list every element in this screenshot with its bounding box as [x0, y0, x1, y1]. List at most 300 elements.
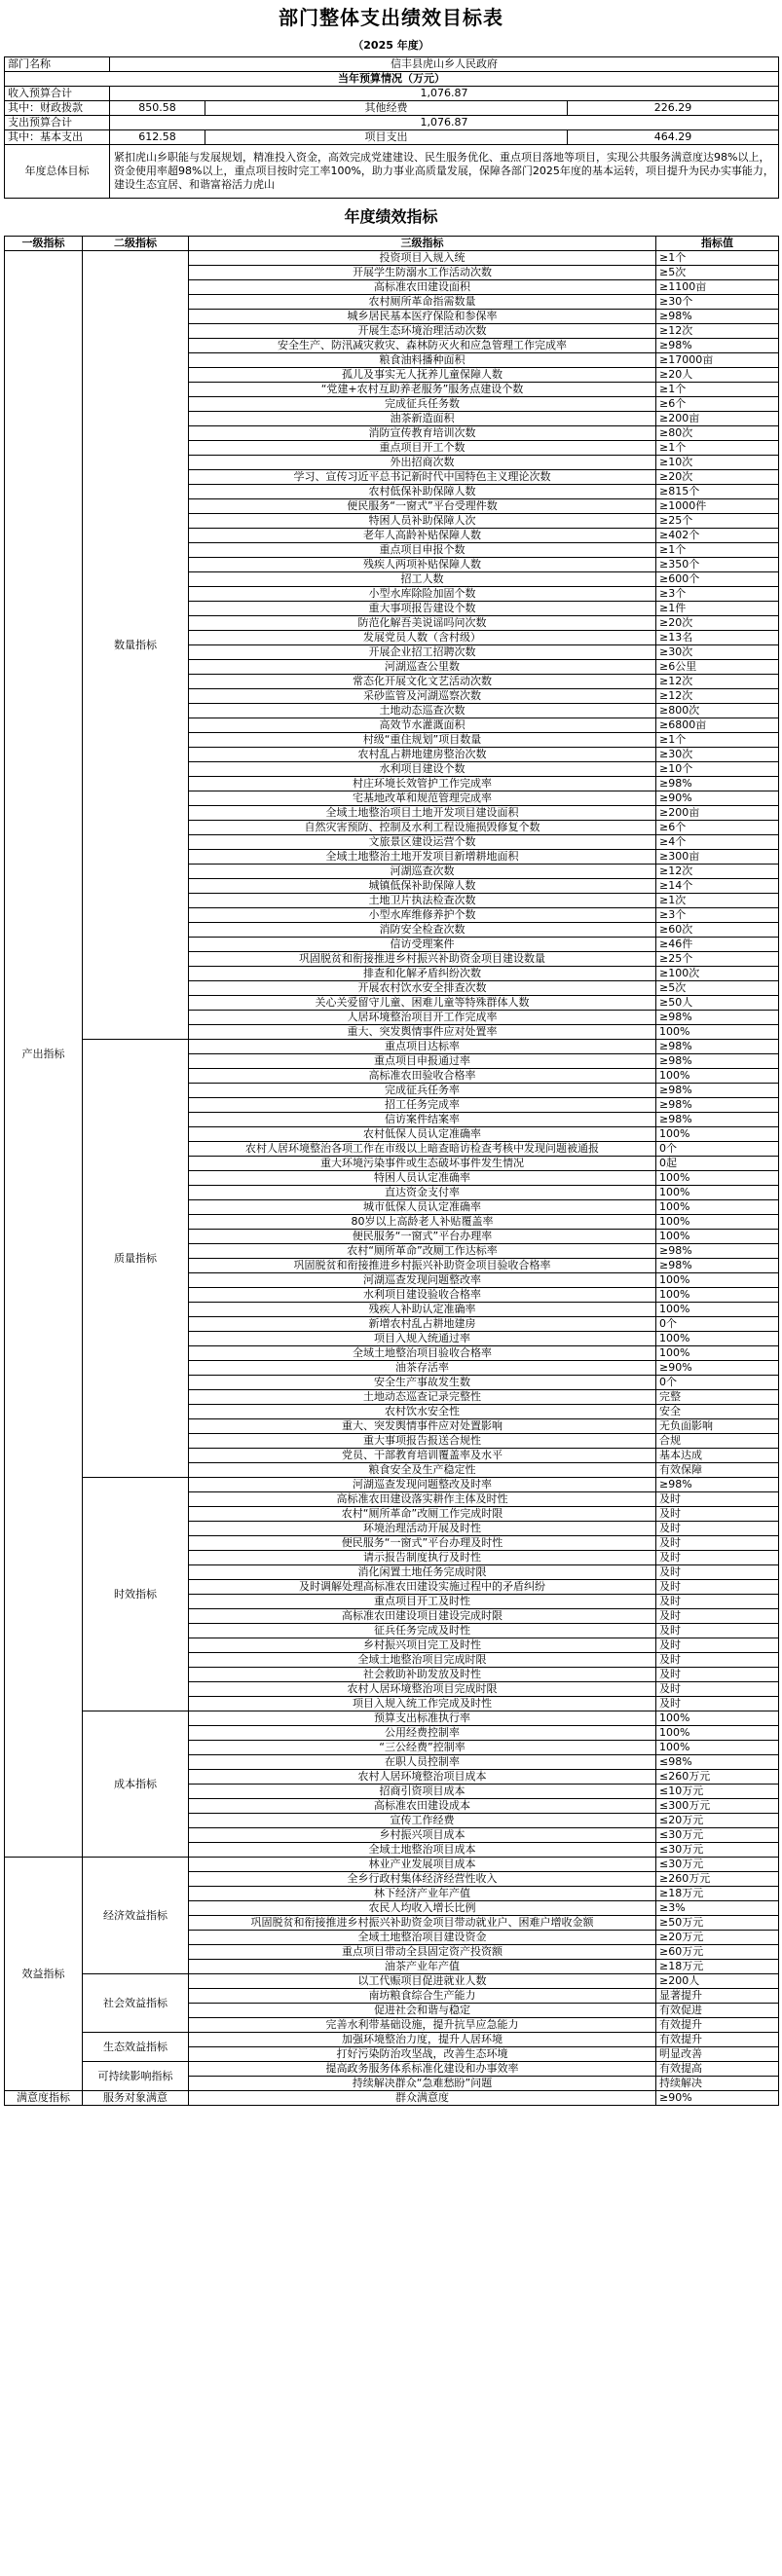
- table-row: [5, 1858, 779, 1872]
- budget-title: 当年预算情况（万元）: [5, 72, 779, 87]
- indicator-value: 100%: [656, 1332, 779, 1346]
- budget-header-table: [4, 56, 779, 199]
- level3-indicator: 残疾人两项补贴保障人数: [189, 558, 656, 572]
- indicator-value: ≥50人: [656, 996, 779, 1011]
- level3-indicator: 城镇低保补助保障人数: [189, 879, 656, 894]
- head-level2: 二级指标: [83, 237, 189, 251]
- level3-indicator: 便民服务“一窗式”平台办理及时性: [189, 1536, 656, 1551]
- income-value: 1,076.87: [110, 87, 779, 101]
- indicator-value: ≥13名: [656, 631, 779, 645]
- indicator-value: ≥1000件: [656, 499, 779, 514]
- level3-indicator: 农村人居环境整治项目成本: [189, 1770, 656, 1785]
- indicator-value: ≥12次: [656, 324, 779, 339]
- table-row: [5, 1478, 779, 1492]
- indicator-value: 及时: [656, 1580, 779, 1595]
- goal-text: 紧扣虎山乡职能与发展规划，精准投入资金，高效完成党建建设、民生服务优化、重点项目落地等项目，实现公共服务满意度达98%以上，资金使用率超98%以上，重点项目按时完工率100%，助力事业高质量发展，保障各部门2025年度的基本运转，项目提升为民办实事能力，建设生态宜居、和谐富裕活力虎山: [110, 145, 779, 199]
- indicator-value: 0个: [656, 1317, 779, 1332]
- level3-indicator: 全域土地整治项目成本: [189, 1843, 656, 1858]
- indicator-value: ≥300亩: [656, 850, 779, 865]
- indicator-value: 及时: [656, 1624, 779, 1638]
- indicator-value: ≤30万元: [656, 1858, 779, 1872]
- indicator-value: ≥350个: [656, 558, 779, 572]
- level3-indicator: 完善水利带基础设施，提升抗旱应急能力: [189, 2018, 656, 2033]
- level3-indicator: 加强环境整治力度，提升人居环境: [189, 2033, 656, 2047]
- level2-indicator: 社会效益指标: [83, 1974, 189, 2033]
- indicator-value: 完整: [656, 1390, 779, 1405]
- level3-indicator: 预算支出标准执行率: [189, 1711, 656, 1726]
- indicator-value: 有效提升: [656, 2033, 779, 2047]
- indicator-value: ≥20次: [656, 616, 779, 631]
- indicator-value: ≥14个: [656, 879, 779, 894]
- indicator-value: 100%: [656, 1230, 779, 1244]
- indicator-value: ≥30次: [656, 748, 779, 762]
- indicator-value: ≥5次: [656, 981, 779, 996]
- indicator-value: ≥18万元: [656, 1960, 779, 1974]
- indicator-value: 安全: [656, 1405, 779, 1419]
- level3-indicator: 信访受理案件: [189, 938, 656, 952]
- indicator-value: ≤10万元: [656, 1785, 779, 1799]
- level3-indicator: 完成征兵任务率: [189, 1084, 656, 1098]
- indicator-value: ≥80次: [656, 426, 779, 441]
- indicator-value: ≥6个: [656, 397, 779, 412]
- level3-indicator: 重大、突发舆情事件应对处置影响: [189, 1419, 656, 1434]
- level3-indicator: 土地卫片执法检查次数: [189, 894, 656, 908]
- expense-value: 1,076.87: [110, 116, 779, 130]
- level3-indicator: 项目入规入统通过率: [189, 1332, 656, 1346]
- level3-indicator: 消化闲置土地任务完成时限: [189, 1565, 656, 1580]
- level2-indicator: 生态效益指标: [83, 2033, 189, 2062]
- indicator-value: ≤20万元: [656, 1814, 779, 1828]
- level3-indicator: 采砂监管及河湖巡察次数: [189, 689, 656, 704]
- indicator-value: ≥10次: [656, 456, 779, 470]
- level3-indicator: 开展学生防溺水工作活动次数: [189, 266, 656, 280]
- other-label: 其他经费: [205, 101, 568, 116]
- indicator-value: 明显改善: [656, 2047, 779, 2062]
- level3-indicator: 公用经费控制率: [189, 1726, 656, 1741]
- indicator-value: ≥98%: [656, 1478, 779, 1492]
- level3-indicator: 开展企业招工招聘次数: [189, 645, 656, 660]
- indicator-value: ≥60万元: [656, 1945, 779, 1960]
- goal-label: 年度总体目标: [5, 145, 110, 199]
- level3-indicator: 关心关爱留守儿童、困难儿童等特殊群体人数: [189, 996, 656, 1011]
- indicator-value: 及时: [656, 1536, 779, 1551]
- level2-indicator: 可持续影响指标: [83, 2062, 189, 2091]
- indicator-value: 有效保障: [656, 1463, 779, 1478]
- page-title: 部门整体支出绩效目标表: [279, 6, 503, 29]
- level1-indicator: 效益指标: [5, 1858, 83, 2091]
- level3-indicator: 小型水库维修养护个数: [189, 908, 656, 923]
- indicator-value: ≥1个: [656, 251, 779, 266]
- indicator-value: ≥402个: [656, 529, 779, 543]
- indicator-value: ≥200亩: [656, 806, 779, 821]
- indicator-value: 及时: [656, 1609, 779, 1624]
- indicator-value: 及时: [656, 1522, 779, 1536]
- level3-indicator: 提高政务服务体系标准化建设和办事效率: [189, 2062, 656, 2077]
- level3-indicator: 高标准农田建设落实耕作主体及时性: [189, 1492, 656, 1507]
- level3-indicator: 信访案件结案率: [189, 1113, 656, 1127]
- indicator-value: ≥90%: [656, 791, 779, 806]
- dept-value: 信丰县虎山乡人民政府: [110, 57, 779, 72]
- level3-indicator: 文旅景区建设运营个数: [189, 835, 656, 850]
- indicator-value: ≥98%: [656, 1011, 779, 1025]
- indicator-value: ≥3个: [656, 587, 779, 602]
- indicator-value: ≤30万元: [656, 1843, 779, 1858]
- level3-indicator: 消防安全检查次数: [189, 923, 656, 938]
- indicator-value: ≥20人: [656, 368, 779, 383]
- income-label: 收入预算合计: [5, 87, 110, 101]
- indicator-value: ≥10个: [656, 762, 779, 777]
- level3-indicator: 便民服务“一窗式”平台办理率: [189, 1230, 656, 1244]
- level3-indicator: 高标准农田验收合格率: [189, 1069, 656, 1084]
- indicator-value: 0个: [656, 1376, 779, 1390]
- indicator-value: 100%: [656, 1303, 779, 1317]
- level3-indicator: 宣传工作经费: [189, 1814, 656, 1828]
- indicator-value: ≥98%: [656, 1244, 779, 1259]
- level3-indicator: 城市低保人员认定准确率: [189, 1200, 656, 1215]
- level3-indicator: 河湖巡查发现问题整改及时率: [189, 1478, 656, 1492]
- indicator-value: ≥20万元: [656, 1931, 779, 1945]
- indicator-value: ≥260万元: [656, 1872, 779, 1887]
- level3-indicator: 重大、突发舆情事件应对处置率: [189, 1025, 656, 1040]
- level3-indicator: 环境治理活动开展及时性: [189, 1522, 656, 1536]
- indicator-value: 0个: [656, 1142, 779, 1157]
- level3-indicator: 新增农村乱占耕地建房: [189, 1317, 656, 1332]
- indicator-value: ≥1个: [656, 383, 779, 397]
- indicator-value: ≥1个: [656, 441, 779, 456]
- indicator-value: ≥50万元: [656, 1916, 779, 1931]
- indicator-value: ≥12次: [656, 675, 779, 689]
- indicator-value: 合规: [656, 1434, 779, 1449]
- table-row: [5, 2062, 779, 2077]
- indicator-value: ≥30次: [656, 645, 779, 660]
- level3-indicator: 高标准农田建设面积: [189, 280, 656, 295]
- level3-indicator: 村级“重住规划”项目数量: [189, 733, 656, 748]
- table-row: [5, 1974, 779, 1989]
- level3-indicator: 重点项目申报通过率: [189, 1054, 656, 1069]
- level3-indicator: 及时调解处理高标准农田建设实施过程中的矛盾纠纷: [189, 1580, 656, 1595]
- level3-indicator: 重点项目带动全县固定资产投资额: [189, 1945, 656, 1960]
- fiscal-label: 其中：财政拨款: [5, 101, 110, 116]
- level3-indicator: 河湖巡查公里数: [189, 660, 656, 675]
- level3-indicator: 全乡行政村集体经济经营性收入: [189, 1872, 656, 1887]
- indicator-value: 100%: [656, 1186, 779, 1200]
- head-value: 指标值: [656, 237, 779, 251]
- indicator-value: ≥98%: [656, 1054, 779, 1069]
- level3-indicator: 防范化解吾美说谣吗问次数: [189, 616, 656, 631]
- indicator-value: 有效提升: [656, 2018, 779, 2033]
- basic-value: 612.58: [110, 130, 205, 145]
- level3-indicator: 重点项目开工及时性: [189, 1595, 656, 1609]
- indicator-value: ≥1个: [656, 733, 779, 748]
- level3-indicator: 招工任务完成率: [189, 1098, 656, 1113]
- level3-indicator: 特困人员补助保障人次: [189, 514, 656, 529]
- level1-indicator: 产出指标: [5, 251, 83, 1858]
- level3-indicator: 巩固脱贫和衔接推进乡村振兴补助资金项目带动就业户、困难户增收金额: [189, 1916, 656, 1931]
- indicator-value: ≤98%: [656, 1755, 779, 1770]
- level3-indicator: 招工人数: [189, 572, 656, 587]
- indicator-value: 持续解决: [656, 2077, 779, 2091]
- level3-indicator: 重大事项报告报送合规性: [189, 1434, 656, 1449]
- indicator-value: ≥25个: [656, 514, 779, 529]
- level3-indicator: 农民人均收入增长比例: [189, 1901, 656, 1916]
- indicator-value: 及时: [656, 1492, 779, 1507]
- indicator-value: 100%: [656, 1127, 779, 1142]
- project-value: 464.29: [568, 130, 779, 145]
- indicator-value: 100%: [656, 1069, 779, 1084]
- level2-indicator: 经济效益指标: [83, 1858, 189, 1974]
- level3-indicator: 重大事项报告建设个数: [189, 602, 656, 616]
- year-label: （2025 年度）: [353, 39, 429, 52]
- level3-indicator: 全域土地整治项目完成时限: [189, 1653, 656, 1668]
- level3-indicator: 农村人居环境整治项目完成时限: [189, 1682, 656, 1697]
- indicator-value: ≥800次: [656, 704, 779, 718]
- level3-indicator: 安全生产事故发生数: [189, 1376, 656, 1390]
- level3-indicator: 农村“厕所革命”改厕工作达标率: [189, 1244, 656, 1259]
- project-label: 项目支出: [205, 130, 568, 145]
- dept-label: 部门名称: [5, 57, 110, 72]
- indicator-value: 及时: [656, 1682, 779, 1697]
- indicator-value: 及时: [656, 1595, 779, 1609]
- fiscal-value: 850.58: [110, 101, 205, 116]
- level3-indicator: 宅基地改革和规范管理完成率: [189, 791, 656, 806]
- level3-indicator: 水利项目建设个数: [189, 762, 656, 777]
- indicator-value: ≥98%: [656, 339, 779, 353]
- level3-indicator: 自然灾害预防、控制及水利工程设施损毁修复个数: [189, 821, 656, 835]
- level3-indicator: 消防宣传教育培训次数: [189, 426, 656, 441]
- level3-indicator: 土地动态巡查记录完整性: [189, 1390, 656, 1405]
- indicator-value: 100%: [656, 1288, 779, 1303]
- indicator-value: ≤260万元: [656, 1770, 779, 1785]
- level3-indicator: 开展农村饮水安全排查次数: [189, 981, 656, 996]
- level3-indicator: 残疾人补助认定准确率: [189, 1303, 656, 1317]
- indicator-value: 100%: [656, 1025, 779, 1040]
- level3-indicator: 征兵任务完成及时性: [189, 1624, 656, 1638]
- indicator-value: ≥18万元: [656, 1887, 779, 1901]
- indicator-value: ≥6800亩: [656, 718, 779, 733]
- level3-indicator: 土地动态巡查次数: [189, 704, 656, 718]
- level3-indicator: 粮食安全及生产稳定性: [189, 1463, 656, 1478]
- expense-label: 支出预算合计: [5, 116, 110, 130]
- level3-indicator: 在职人员控制率: [189, 1755, 656, 1770]
- indicator-value: ≥60次: [656, 923, 779, 938]
- indicator-value: 及时: [656, 1507, 779, 1522]
- indicator-value: ≥1个: [656, 543, 779, 558]
- indicator-value: ≥100次: [656, 967, 779, 981]
- level3-indicator: 水利项目建设验收合格率: [189, 1288, 656, 1303]
- indicator-value: 显著提升: [656, 1989, 779, 2004]
- indicator-value: ≥6个: [656, 821, 779, 835]
- indicator-value: ≥98%: [656, 1084, 779, 1098]
- indicator-value: 100%: [656, 1346, 779, 1361]
- indicator-value: ≥1件: [656, 602, 779, 616]
- level3-indicator: 城乡居民基本医疗保险和参保率: [189, 310, 656, 324]
- indicator-value: ≥12次: [656, 865, 779, 879]
- indicator-value: ≥4个: [656, 835, 779, 850]
- level3-indicator: 群众满意度: [189, 2091, 656, 2106]
- indicator-value: ≥3%: [656, 1901, 779, 1916]
- basic-label: 其中：基本支出: [5, 130, 110, 145]
- indicator-value: ≥600个: [656, 572, 779, 587]
- level3-indicator: 重点项目达标率: [189, 1040, 656, 1054]
- table-row: [5, 2091, 779, 2106]
- indicator-value: ≥3个: [656, 908, 779, 923]
- indicator-value: ≥98%: [656, 777, 779, 791]
- head-level1: 一级指标: [5, 237, 83, 251]
- level3-indicator: 特困人员认定准确率: [189, 1171, 656, 1186]
- level3-indicator: 林业产业发展项目成本: [189, 1858, 656, 1872]
- level3-indicator: 发展党员人数（含村级）: [189, 631, 656, 645]
- level3-indicator: 小型水库除险加固个数: [189, 587, 656, 602]
- indicator-value: 及时: [656, 1668, 779, 1682]
- indicator-value: ≥30个: [656, 295, 779, 310]
- indicator-value: 无负面影响: [656, 1419, 779, 1434]
- table-row: [5, 251, 779, 266]
- indicator-value: 有效促进: [656, 2004, 779, 2018]
- level3-indicator: 重大环境污染事件或生态破坏事件发生情况: [189, 1157, 656, 1171]
- level2-indicator: 服务对象满意: [83, 2091, 189, 2106]
- table-row: [5, 1040, 779, 1054]
- level3-indicator: 持续解决群众“急难愁盼”问题: [189, 2077, 656, 2091]
- level3-indicator: 学习、宣传习近平总书记新时代中国特色主义理论次数: [189, 470, 656, 485]
- section-title: 年度绩效指标: [344, 207, 438, 226]
- level3-indicator: 农村饮水安全性: [189, 1405, 656, 1419]
- level3-indicator: 河湖巡查发现问题整改率: [189, 1273, 656, 1288]
- level3-indicator: 全域土地整治项目建设资金: [189, 1931, 656, 1945]
- indicator-value: 及时: [656, 1551, 779, 1565]
- level2-indicator: 时效指标: [83, 1478, 189, 1711]
- level2-indicator: 质量指标: [83, 1040, 189, 1478]
- table-row: [5, 1711, 779, 1726]
- head-level3: 三级指标: [189, 237, 656, 251]
- other-value: 226.29: [568, 101, 779, 116]
- level3-indicator: 高标准农田建设项目建设完成时限: [189, 1609, 656, 1624]
- level2-indicator: 数量指标: [83, 251, 189, 1040]
- indicator-value: 基本达成: [656, 1449, 779, 1463]
- level3-indicator: 林下经济产业年产值: [189, 1887, 656, 1901]
- level3-indicator: 招商引资项目成本: [189, 1785, 656, 1799]
- level3-indicator: 农村乱占耕地建房整治次数: [189, 748, 656, 762]
- indicator-value: ≥200人: [656, 1974, 779, 1989]
- indicator-value: ≥1100亩: [656, 280, 779, 295]
- indicator-value: 100%: [656, 1273, 779, 1288]
- level3-indicator: 人居环境整治项目开工作完成率: [189, 1011, 656, 1025]
- indicator-value: 100%: [656, 1215, 779, 1230]
- level3-indicator: 重点项目申报个数: [189, 543, 656, 558]
- level3-indicator: 农村“厕所革命”改厕工作完成时限: [189, 1507, 656, 1522]
- indicator-value: ≥20次: [656, 470, 779, 485]
- indicator-value: ≥200亩: [656, 412, 779, 426]
- level3-indicator: 农村低保人员认定准确率: [189, 1127, 656, 1142]
- level3-indicator: 80岁以上高龄老人补贴覆盖率: [189, 1215, 656, 1230]
- level3-indicator: 巩固脱贫和衔接推进乡村振兴补助资金项目验收合格率: [189, 1259, 656, 1273]
- level3-indicator: 打好污染防治攻坚战，改善生态环境: [189, 2047, 656, 2062]
- level3-indicator: 直达资金支付率: [189, 1186, 656, 1200]
- level3-indicator: 农村厕所革命指需数量: [189, 295, 656, 310]
- level3-indicator: 促进社会和谐与稳定: [189, 2004, 656, 2018]
- indicator-table: [4, 236, 779, 2106]
- level3-indicator: 油茶存活率: [189, 1361, 656, 1376]
- level3-indicator: 高标准农田建设成本: [189, 1799, 656, 1814]
- indicator-value: ≥5次: [656, 266, 779, 280]
- indicator-body: [5, 251, 779, 2106]
- level1-indicator: 满意度指标: [5, 2091, 83, 2106]
- level3-indicator: 村庄环境长效管护工作完成率: [189, 777, 656, 791]
- indicator-value: ≥1次: [656, 894, 779, 908]
- indicator-value: ≤300万元: [656, 1799, 779, 1814]
- indicator-value: 0起: [656, 1157, 779, 1171]
- level3-indicator: 巩固脱贫和衔接推进乡村振兴补助资金项目建设数量: [189, 952, 656, 967]
- level3-indicator: 社会救助补助发放及时性: [189, 1668, 656, 1682]
- level3-indicator: 安全生产、防汛减灾救灾、森林防灭火和应急管理工作完成率: [189, 339, 656, 353]
- level3-indicator: 河湖巡查次数: [189, 865, 656, 879]
- level3-indicator: 粮食油料播种面积: [189, 353, 656, 368]
- level3-indicator: “党建+农村互助养老服务”服务点建设个数: [189, 383, 656, 397]
- level3-indicator: 油茶产业年产值: [189, 1960, 656, 1974]
- indicator-value: 100%: [656, 1726, 779, 1741]
- indicator-value: 及时: [656, 1653, 779, 1668]
- indicator-value: 及时: [656, 1697, 779, 1711]
- indicator-value: ≥90%: [656, 1361, 779, 1376]
- level3-indicator: 南坊粮食综合生产能力: [189, 1989, 656, 2004]
- indicator-value: 有效提高: [656, 2062, 779, 2077]
- level3-indicator: 全域土地整治项目土地开发项目建设面积: [189, 806, 656, 821]
- indicator-value: ≥17000亩: [656, 353, 779, 368]
- level3-indicator: 乡村振兴项目完工及时性: [189, 1638, 656, 1653]
- indicator-value: ≥98%: [656, 1259, 779, 1273]
- indicator-value: 100%: [656, 1200, 779, 1215]
- indicator-value: 及时: [656, 1565, 779, 1580]
- indicator-value: ≥25个: [656, 952, 779, 967]
- level3-indicator: 乡村振兴项目成本: [189, 1828, 656, 1843]
- level3-indicator: 油茶新造面积: [189, 412, 656, 426]
- indicator-value: ≥98%: [656, 1040, 779, 1054]
- indicator-value: ≥12次: [656, 689, 779, 704]
- indicator-value: ≥98%: [656, 310, 779, 324]
- indicator-value: ≥6公里: [656, 660, 779, 675]
- indicator-value: 100%: [656, 1741, 779, 1755]
- indicator-value: 100%: [656, 1711, 779, 1726]
- indicator-value: 及时: [656, 1638, 779, 1653]
- level3-indicator: “三公经费”控制率: [189, 1741, 656, 1755]
- level3-indicator: 农村人居环境整治各项工作在市级以上暗查暗访检查考核中发现问题被通报: [189, 1142, 656, 1157]
- level3-indicator: 投资项目入规入统: [189, 251, 656, 266]
- indicator-value: ≥90%: [656, 2091, 779, 2106]
- level2-indicator: 成本指标: [83, 1711, 189, 1858]
- level3-indicator: 便民服务“一窗式”平台受理件数: [189, 499, 656, 514]
- level3-indicator: 农村低保补助保障人数: [189, 485, 656, 499]
- level3-indicator: 孤儿及事实无人抚养儿童保障人数: [189, 368, 656, 383]
- level3-indicator: 完成征兵任务数: [189, 397, 656, 412]
- indicator-value: ≥98%: [656, 1113, 779, 1127]
- level3-indicator: 项目入规入统工作完成及时性: [189, 1697, 656, 1711]
- level3-indicator: 老年人高龄补贴保障人数: [189, 529, 656, 543]
- table-row: [5, 2033, 779, 2047]
- indicator-value: ≥815个: [656, 485, 779, 499]
- indicator-value: 100%: [656, 1171, 779, 1186]
- level3-indicator: 以工代赈项目促进就业人数: [189, 1974, 656, 1989]
- level3-indicator: 外出招商次数: [189, 456, 656, 470]
- indicator-value: ≥98%: [656, 1098, 779, 1113]
- level3-indicator: 开展生态环境治理活动次数: [189, 324, 656, 339]
- level3-indicator: 党员、干部教育培训覆盖率及水平: [189, 1449, 656, 1463]
- level3-indicator: 高效节水灌溉面积: [189, 718, 656, 733]
- level3-indicator: 全域土地整治土地开发项目新增耕地面积: [189, 850, 656, 865]
- level3-indicator: 全域土地整治项目验收合格率: [189, 1346, 656, 1361]
- level3-indicator: 排查和化解矛盾纠纷次数: [189, 967, 656, 981]
- level3-indicator: 请示报告制度执行及时性: [189, 1551, 656, 1565]
- indicator-value: ≥46件: [656, 938, 779, 952]
- level3-indicator: 常态化开展文化文艺活动次数: [189, 675, 656, 689]
